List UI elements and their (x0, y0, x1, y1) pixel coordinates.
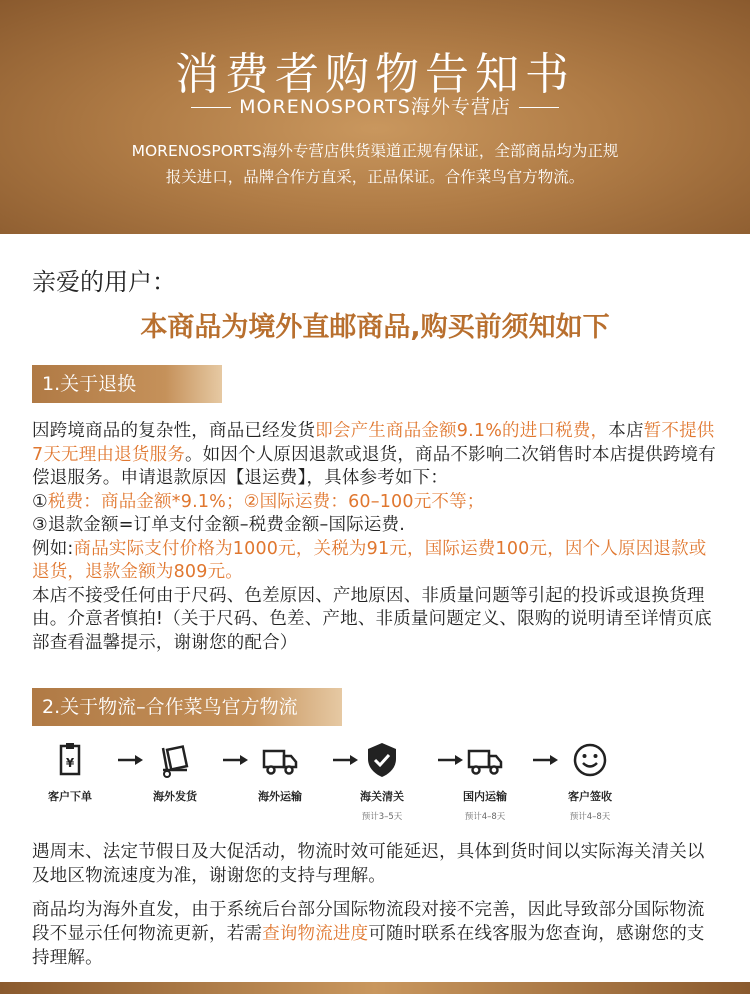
step-eta: 预计3–5天 (361, 812, 403, 822)
truck-icon (260, 740, 300, 780)
step-label: 海外运输 (258, 790, 302, 803)
header-banner (0, 0, 750, 234)
step-label: 海关清关 (360, 790, 404, 803)
tracking-text-a: 商品均为海外直发，由于系统后台部分国际物流段对接不完善，因此导致部分国际物流段不显示任何物流更新，若需 (32, 900, 705, 944)
store-subtitle (0, 92, 750, 119)
returns-example-highlight: 商品实际支付价格为1000元，关税为91元，国际运费100元，因个人原因退款或退货，退款金额为809元。 (32, 538, 707, 582)
svg-text:¥: ¥ (65, 756, 75, 770)
divider-right (519, 107, 559, 108)
step-label: 客户下单 (48, 790, 92, 803)
store-name: MORENOSPORTS海外专营店 (239, 96, 511, 118)
returns-paragraph (32, 420, 722, 655)
returns-disclaimer: 本店不接受任何由于尺码、色差原因、产地原因、非质量问题等引起的投诉或退换货理由。介意者慎拍!（关于尺码、色差、产地、非质量问题定义、限购的说明请至详情页底部查看温馨提示，谢谢您的配合） (32, 585, 712, 653)
overseas-ship-icon (155, 740, 195, 780)
step-customs (342, 740, 422, 822)
step-eta: 预计4–8天 (569, 812, 611, 822)
returns-text-f: ① (32, 491, 48, 512)
step-domestic-transport (445, 740, 525, 822)
greeting: 亲爱的用户： (32, 268, 176, 296)
returns-formula: ③退款金额=订单支付金额–税费金额–国际运费. (32, 515, 406, 535)
returns-example-label: 例如: (32, 538, 74, 559)
step-label: 海外发货 (153, 790, 197, 803)
step-received (550, 740, 630, 822)
divider-left (191, 107, 231, 108)
section-title-returns: 1.关于退换 (32, 365, 222, 403)
tracking-text-c: 可随时联系在线客服为您查询，感谢您的支持理解。 (32, 924, 705, 968)
order-receipt-icon (50, 740, 90, 780)
footer-bar (0, 982, 750, 994)
store-description (70, 138, 680, 190)
returns-no-7day-highlight: 暂不提供7天无理由退货服务 (32, 421, 715, 465)
step-eta: 预计4–8天 (464, 812, 506, 822)
returns-text-c: 本店 (608, 421, 644, 441)
returns-text-e: 。如因个人原因退款或退货，商品不影响二次销售时本店提供跨境有偿退服务。申请退款原因【退运费】，具体参考如下： (32, 444, 716, 488)
returns-fee-highlight: 税费：商品金额*9.1%；②国际运费：60–100元不等； (47, 491, 485, 512)
smile-icon (570, 740, 610, 780)
logistics-tracking-paragraph (32, 898, 722, 970)
truck-icon (465, 740, 505, 780)
shield-check-icon (362, 740, 402, 780)
step-label: 客户签收 (568, 790, 612, 803)
step-overseas-transport (240, 740, 320, 804)
logistics-delay-paragraph: 遇周末、法定节假日及大促活动，物流时效可能延迟，具体到货时间以实际海关清关以及地区物流速度为准，谢谢您的支持与理解。 (32, 842, 705, 886)
store-description-line1: MORENOSPORTS海外专营店供货渠道正规有保证，全部商品均为正规 (131, 142, 619, 160)
step-order (30, 740, 110, 804)
section-title-logistics: 2.关于物流–合作菜鸟官方物流 (32, 688, 342, 726)
returns-tax-highlight: 即会产生商品金额9.1%的进口税费， (315, 421, 609, 441)
page-title: 消费者购物告知书 (175, 49, 575, 100)
notice-headline: 本商品为境外直邮商品,购买前须知如下 (140, 312, 610, 343)
tracking-query-highlight: 查询物流进度 (262, 924, 369, 944)
logistics-steps (30, 740, 720, 820)
store-description-line2: 报关进口，品牌合作方直采，正品保证。合作菜鸟官方物流。 (165, 168, 585, 186)
step-label: 国内运输 (463, 790, 507, 803)
step-overseas-ship (135, 740, 215, 804)
returns-text-a: 因跨境商品的复杂性，商品已经发货 (32, 421, 316, 441)
